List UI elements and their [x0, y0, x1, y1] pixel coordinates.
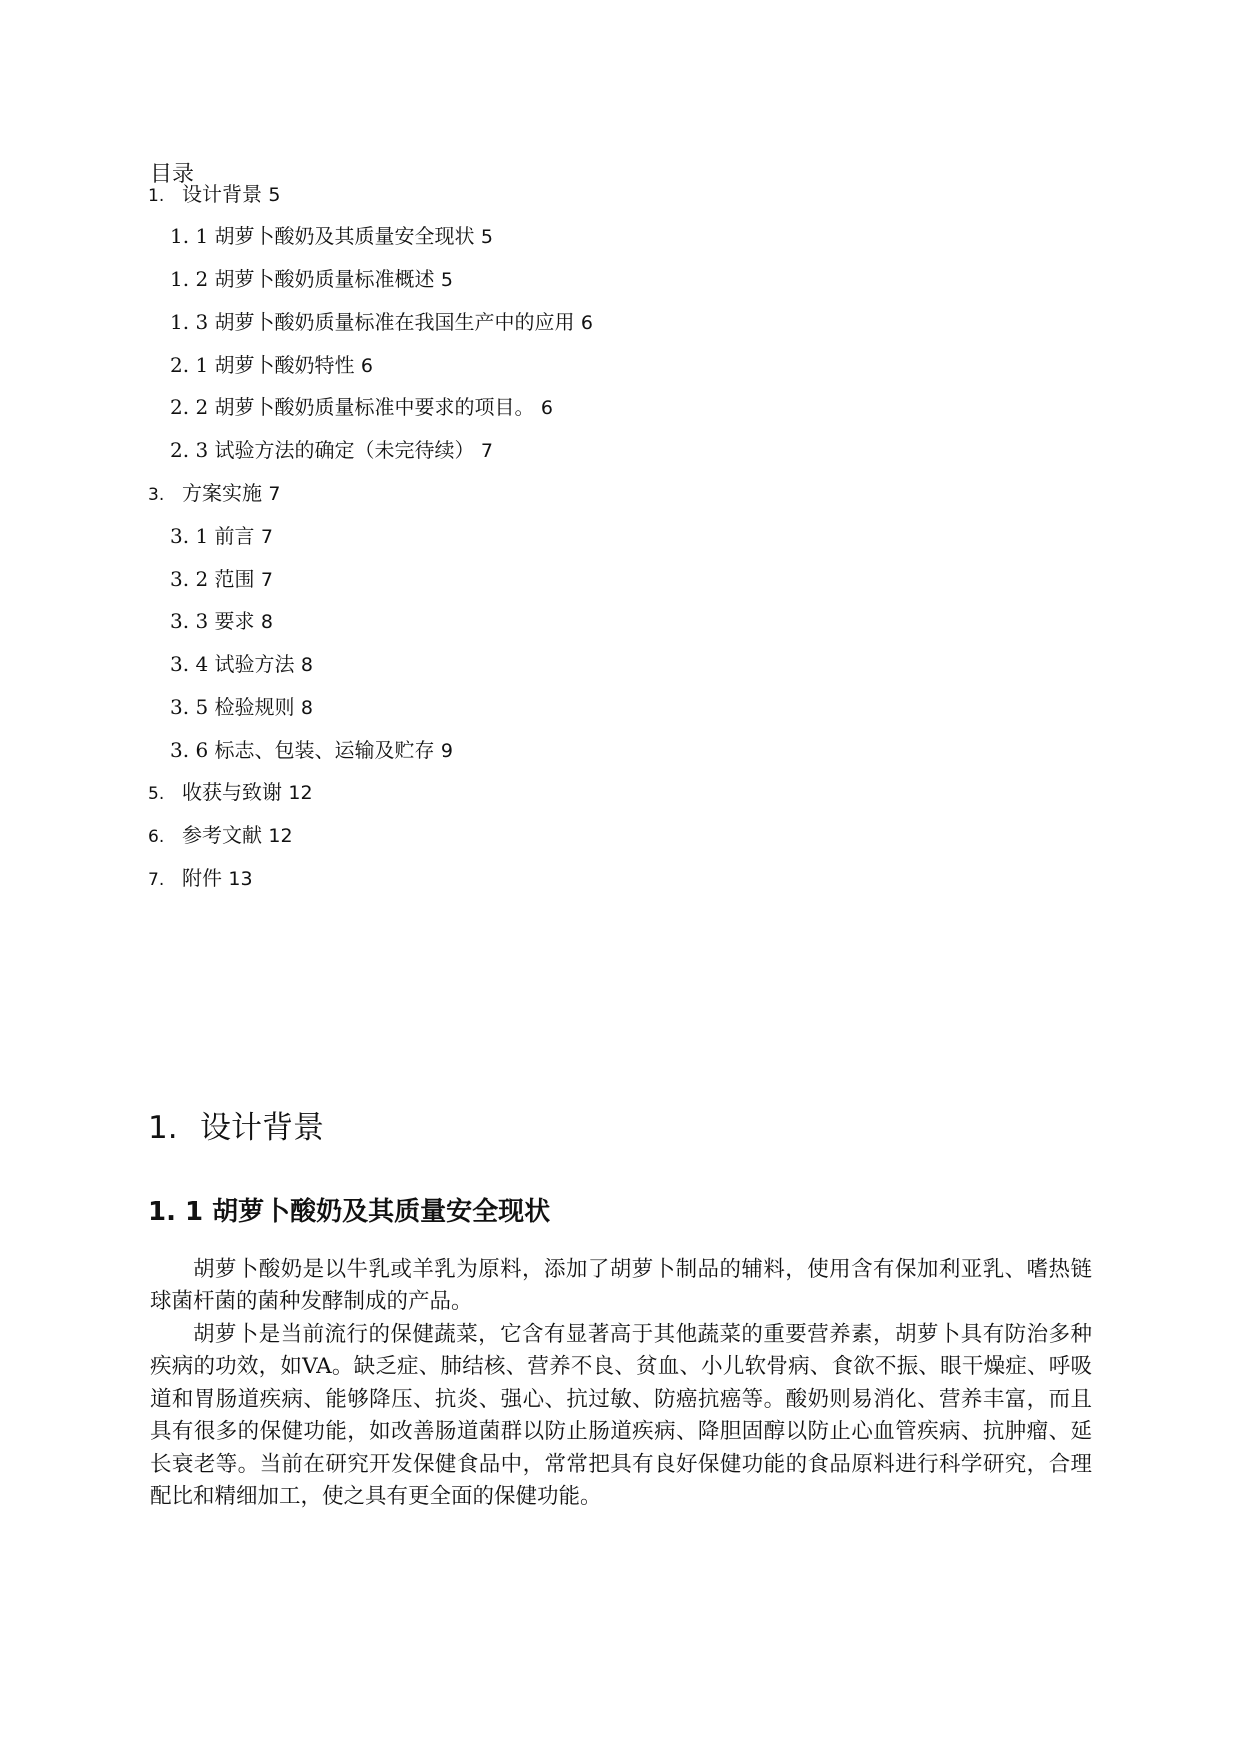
toc-item[interactable]: [170, 308, 593, 337]
toc-item-page: 9: [440, 740, 453, 762]
toc-item-label: 3. 2 范围: [170, 567, 255, 591]
body-paragraph: 胡萝卜是当前流行的保健蔬菜，它含有显著高于其他蔬菜的重要营养素，胡萝卜具有防治多种疾病的功效，如VA。缺乏症、肺结核、营养不良、贫血、小儿软骨病、食欲不振、眼干燥症、呼吸道和胃肠道疾病、能够降压、抗炎、强心、抗过敏、防癌抗癌等。酸奶则易消化、营养丰富，而且具有很多的保健功能，如改善肠道菌群以防止肠道疾病、降胆固醇以防止心血管疾病、抗肿瘤、延长衰老等。当前在研究开发保健食品中，常常把具有良好保健功能的食品原料进行科学研究，合理配比和精细加工，使之具有更全面的保健功能。: [150, 1322, 1092, 1510]
toc-item[interactable]: [170, 351, 373, 380]
toc-item[interactable]: [170, 436, 493, 465]
toc-item-page: 5: [268, 184, 281, 206]
toc-item-page: 6: [540, 397, 553, 419]
toc-item-page: 5: [440, 269, 453, 291]
section-heading: [148, 1108, 324, 1148]
toc-item-number: 7.: [148, 870, 165, 890]
toc-item-label: 1. 3 胡萝卜酸奶质量标准在我国生产中的应用: [170, 310, 575, 334]
body-paragraph: 胡萝卜酸奶是以牛乳或羊乳为原料，添加了胡萝卜制品的辅料，使用含有保加利亚乳、嗜热链球菌杆菌的菌种发酵制成的产品。: [150, 1257, 1092, 1315]
toc-item[interactable]: [148, 180, 280, 210]
toc-item-page: 12: [268, 825, 293, 847]
section-title: 设计背景: [200, 1110, 324, 1146]
toc-item-page: 5: [480, 226, 493, 248]
toc-item-label: 1. 2 胡萝卜酸奶质量标准概述: [170, 267, 435, 291]
toc-item-label: 1. 1 胡萝卜酸奶及其质量安全现状: [170, 224, 475, 248]
toc-item[interactable]: [170, 393, 553, 422]
toc-item-label: 3. 4 试验方法: [170, 652, 295, 676]
toc-item-page: 6: [580, 312, 593, 334]
toc-item-label: 3. 6 标志、包装、运输及贮存: [170, 738, 435, 762]
toc-item-label: 附件: [182, 866, 222, 890]
section-number: 1.: [148, 1110, 178, 1146]
toc-item-page: 7: [268, 483, 281, 505]
toc-item[interactable]: [170, 607, 273, 636]
toc-item-label: 方案实施: [182, 481, 262, 505]
toc-item[interactable]: [170, 736, 453, 765]
toc-item-label: 3. 3 要求: [170, 609, 255, 633]
toc-item[interactable]: [170, 650, 313, 679]
toc-item[interactable]: [170, 522, 273, 551]
toc-item-page: 7: [260, 569, 273, 591]
toc-item-label: 2. 2 胡萝卜酸奶质量标准中要求的项目。: [170, 395, 535, 419]
toc-item-page: 8: [260, 611, 273, 633]
toc-item[interactable]: [170, 265, 453, 294]
toc-item-label: 设计背景: [182, 182, 262, 206]
toc-item[interactable]: [170, 565, 273, 594]
toc-item-label: 2. 3 试验方法的确定（未完待续）: [170, 438, 475, 462]
toc-item-page: 6: [360, 355, 373, 377]
toc-item-label: 3. 5 检验规则: [170, 695, 295, 719]
toc-item-page: 13: [228, 868, 253, 890]
toc-item[interactable]: [148, 821, 293, 851]
toc-item-label: 2. 1 胡萝卜酸奶特性: [170, 353, 355, 377]
toc-item-label: 收获与致谢: [182, 780, 282, 804]
toc-item[interactable]: [148, 479, 280, 509]
toc-item[interactable]: [170, 222, 493, 251]
toc-title: 目录: [150, 162, 195, 187]
toc-item-page: 8: [300, 697, 313, 719]
toc-item-number: 1.: [148, 186, 165, 206]
toc-item-label: 3. 1 前言: [170, 524, 255, 548]
toc-item[interactable]: [148, 778, 313, 808]
toc-item-number: 5.: [148, 784, 165, 804]
toc-item-number: 6.: [148, 827, 165, 847]
subsection-heading: 1. 1 胡萝卜酸奶及其质量安全现状: [148, 1197, 551, 1227]
toc-item[interactable]: [170, 693, 313, 722]
toc-item[interactable]: [148, 864, 253, 894]
toc-item-number: 3.: [148, 485, 165, 505]
toc-item-label: 参考文献: [182, 823, 262, 847]
toc-item-page: 7: [480, 440, 493, 462]
toc-item-page: 7: [260, 526, 273, 548]
toc-item-page: 12: [288, 782, 313, 804]
toc-item-page: 8: [300, 654, 313, 676]
